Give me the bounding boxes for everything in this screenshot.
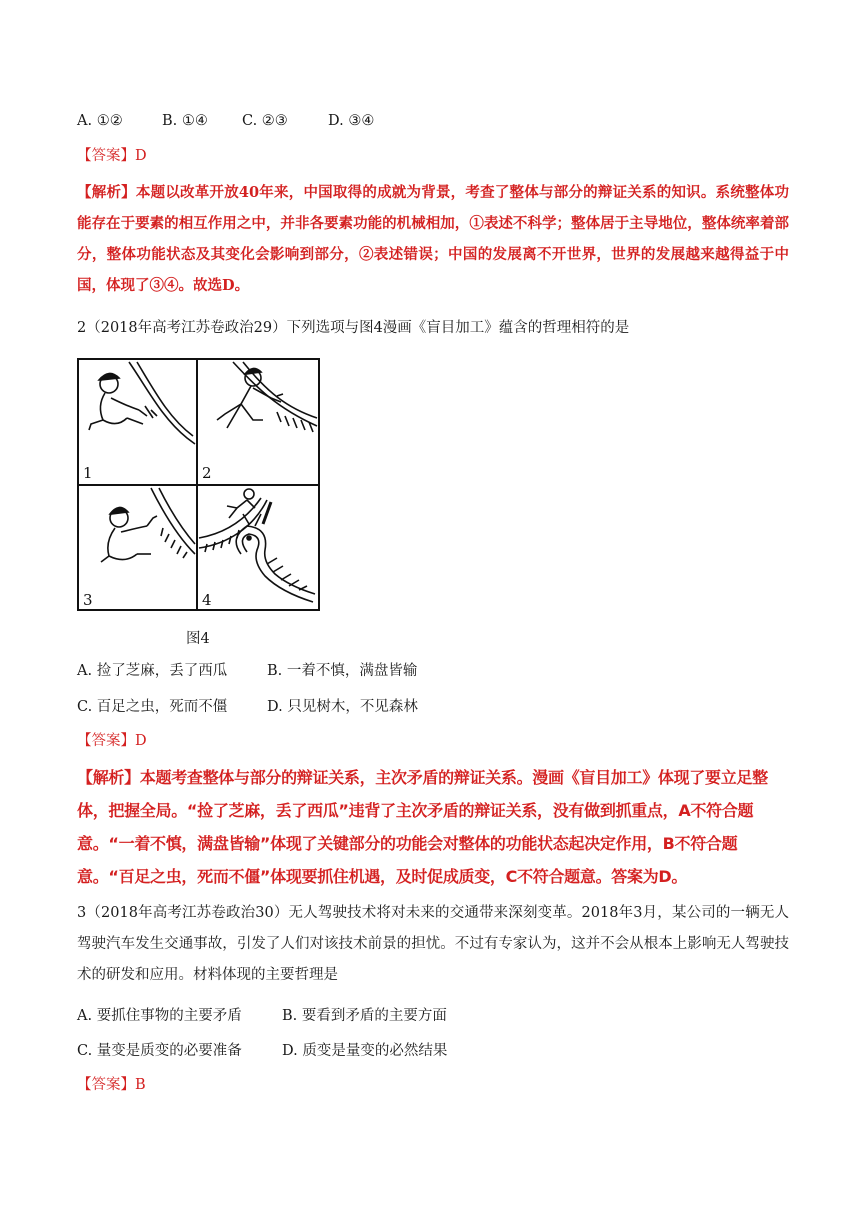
answer-letter: B: [135, 1077, 146, 1093]
comic-panel-number: 1: [83, 464, 93, 482]
q3-option-b: B. 要看到矛盾的主要方面: [282, 1008, 447, 1024]
q2-option-d: D. 只见树木，不见森林: [267, 699, 418, 715]
comic-figure: [77, 358, 321, 612]
q3-answer: [77, 1075, 146, 1095]
answer-letter: D: [135, 148, 147, 164]
comic-panel-number: 3: [83, 591, 93, 609]
q2-options-row-1: [77, 661, 417, 681]
q2-explanation: 【解析】本题考查整体与部分的辩证关系，主次矛盾的辩证关系。漫画《盲目加工》体现了要立足整体，把握全局。“捡了芝麻，丢了西瓜”违背了主次矛盾的辩证关系，没有做到抓重点，A不符合题意。“一着不慎，满盘皆输”体现了关键部分的功能会对整体的功能状态起决定作用，B不符合题意。“百足之虫，死而不僵”体现要抓住机遇，及时促成质变，C不符合题意。答案为D。: [77, 768, 768, 886]
q3-option-c: C. 量变是质变的必要准备: [77, 1043, 242, 1059]
q1-answer: [77, 146, 147, 166]
q2-option-c: C. 百足之虫，死而不僵: [77, 699, 228, 715]
q3-options-row-1: [77, 1006, 447, 1026]
q1-option-b: B. ①④: [162, 113, 208, 129]
q1-option-a: A. ①②: [77, 113, 123, 129]
comic-panel-number: 4: [202, 591, 212, 609]
q2-option-a: A. 捡了芝麻，丢了西瓜: [77, 663, 228, 679]
figure-label: 图4: [186, 631, 210, 647]
comic-panel-number: 2: [202, 464, 212, 482]
answer-tag: 【答案】: [77, 733, 135, 749]
q3-option-a: A. 要抓住事物的主要矛盾: [77, 1008, 242, 1024]
answer-letter: D: [135, 733, 147, 749]
q2-options-row-2: [77, 697, 418, 717]
q1-options: [77, 111, 374, 131]
q3-stem: 3（2018年高考江苏卷政治30）无人驾驶技术将对未来的交通带来深刻变革。2018年3月，某公司的一辆无人驾驶汽车发生交通事故，引发了人们对该技术前景的担忧。不过有专家认为，这并不会从根本上影响无人驾驶技术的研发和应用。材料体现的主要哲理是: [77, 905, 789, 983]
q2-stem: 2（2018年高考江苏卷政治29）下列选项与图4漫画《盲目加工》蕴含的哲理相符的是: [77, 320, 630, 336]
answer-tag: 【答案】: [77, 148, 135, 164]
q2-answer: [77, 731, 147, 751]
q2-option-b: B. 一着不慎，满盘皆输: [267, 663, 418, 679]
answer-tag: 【答案】: [77, 1077, 135, 1093]
q1-option-c: C. ②③: [242, 113, 288, 129]
q1-explanation: 【解析】本题以改革开放40年来，中国取得的成就为背景，考查了整体与部分的辩证关系的知识。系统整体功能存在于要素的相互作用之中，并非各要素功能的机械相加，①表述不科学；整体居于主导地位，整体统率着部分，整体功能状态及其变化会影响到部分，②表述错误；中国的发展离不开世界，世界的发展越来越得益于中国，体现了③④。故选D。: [77, 184, 789, 294]
q1-option-d: D. ③④: [328, 113, 375, 129]
q3-option-d: D. 质变是量变的必然结果: [282, 1043, 448, 1059]
q3-options-row-2: [77, 1041, 447, 1061]
